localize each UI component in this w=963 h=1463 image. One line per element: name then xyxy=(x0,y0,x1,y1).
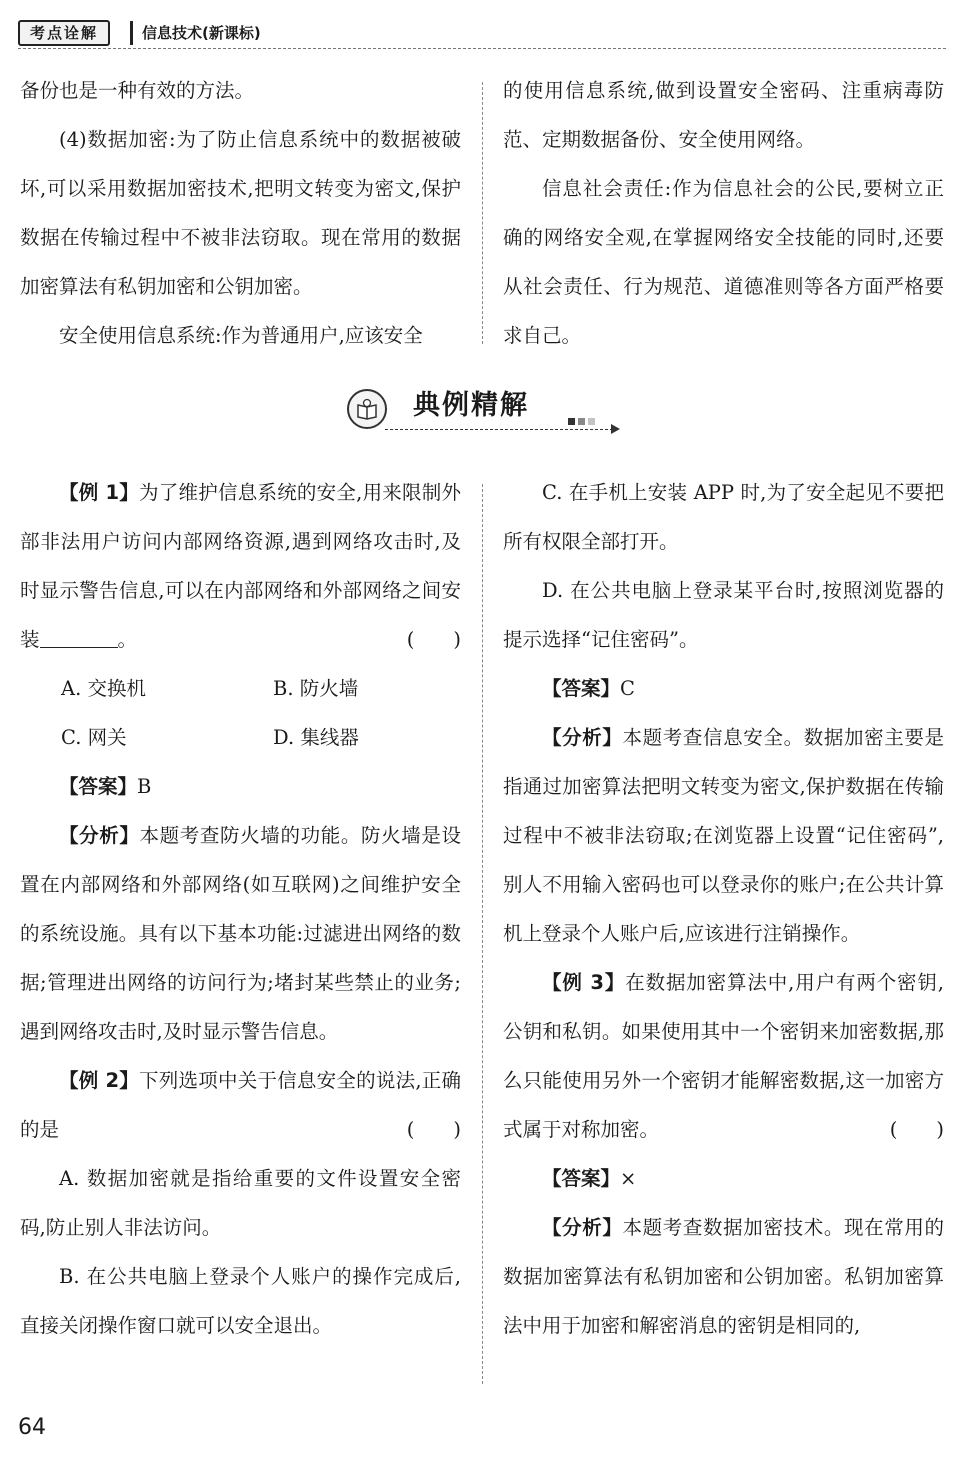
option-c: C. 网关 xyxy=(61,726,127,749)
option-b: B. 防火墙 xyxy=(273,677,359,700)
example-label: 【例 1】 xyxy=(59,481,140,504)
paragraph: 的使用信息系统,做到设置安全密码、注重病毒防范、定期数据备份、安全使用网络。 xyxy=(503,79,944,151)
option-a: A. 数据加密就是指给重要的文件设置安全密码,防止别人非法访问。 xyxy=(20,1167,461,1239)
answer-parentheses: ( ) xyxy=(889,1118,944,1141)
option-d: D. 集线器 xyxy=(273,726,359,749)
book-lightbulb-icon xyxy=(347,389,387,429)
example-1-stem: 【例 1】为了维护信息系统的安全,用来限制外部非法用户访问内部网络资源,遇到网络攻击时,及时显示警告信息,可以在内部网络和外部网络之间安装 。 ( ) xyxy=(20,468,461,664)
example-2-stem: 【例 2】下列选项中关于信息安全的说法,正确的是 ( ) xyxy=(20,1056,461,1154)
header-divider xyxy=(130,21,133,45)
answer-blank xyxy=(40,628,118,649)
page-number: 64 xyxy=(18,1415,46,1440)
header-title: 信息技术(新课标) xyxy=(142,24,261,42)
arrow-right-icon xyxy=(611,424,620,434)
example-1-answer: 【答案】B xyxy=(59,775,152,798)
header-rule xyxy=(18,48,946,49)
example-label: 【例 3】 xyxy=(542,971,626,994)
decorative-squares xyxy=(568,410,598,418)
options-row xyxy=(20,664,461,713)
example-3-analysis: 【分析】本题考查数据加密技术。现在常用的数据加密算法有私钥加密和公钥加密。私钥加密算法中用于加密和解密消息的密钥是相同的, xyxy=(503,1216,944,1337)
column-divider xyxy=(482,484,483,1384)
paragraph: 安全使用信息系统:作为普通用户,应该安全 xyxy=(59,324,423,347)
option-c: C. 在手机上安装 APP 时,为了安全起见不要把所有权限全部打开。 xyxy=(503,481,944,553)
paragraph: (4)数据加密:为了防止信息系统中的数据被破坏,可以采用数据加密技术,把明文转变为密文,保护数据在传输过程中不被非法窃取。现在常用的数据加密算法有私钥加密和公钥加密。 xyxy=(20,128,461,298)
top-right-column xyxy=(503,66,944,360)
section-title: 典例精解 xyxy=(413,390,529,421)
option-d: D. 在公共电脑上登录某平台时,按照浏览器的提示选择“记住密码”。 xyxy=(503,579,944,651)
header-tag: 考点诠解 xyxy=(18,20,110,46)
column-divider xyxy=(482,82,483,344)
example-1-analysis: 【分析】本题考查防火墙的功能。防火墙是设置在内部网络和外部网络(如互联网)之间维护安全的系统设施。具有以下基本功能:过滤进出网络的数据;管理进出网络的访问行为;堵封某些禁止的业务;遇到网络攻击时,及时显示警告信息。 xyxy=(20,824,461,1043)
example-3-stem: 【例 3】在数据加密算法中,用户有两个密钥,公钥和私钥。如果使用其中一个密钥来加密数据,那么只能使用另外一个密钥才能解密数据,这一加密方式属于对称加密。 ( ) xyxy=(503,958,944,1154)
top-left-column xyxy=(20,66,461,360)
section-banner xyxy=(345,386,625,438)
examples-right-column xyxy=(503,468,944,1350)
option-b: B. 在公共电脑上登录个人账户的操作完成后,直接关闭操作窗口就可以安全退出。 xyxy=(20,1265,461,1337)
page-header xyxy=(18,18,946,46)
paragraph: 备份也是一种有效的方法。 xyxy=(20,79,255,102)
banner-underline xyxy=(385,429,613,430)
example-2-analysis: 【分析】本题考查信息安全。数据加密主要是指通过加密算法把明文转变为密文,保护数据在传输过程中不被非法窃取;在浏览器上设置“记住密码”,别人不用输入密码也可以登录你的账户;在公共计算机上登录个人账户后,应该进行注销操作。 xyxy=(503,726,944,945)
example-3-answer: 【答案】× xyxy=(542,1167,637,1190)
answer-parentheses: ( ) xyxy=(406,628,461,651)
example-label: 【例 2】 xyxy=(59,1069,140,1092)
examples-left-column xyxy=(20,468,461,1350)
answer-parentheses: ( ) xyxy=(406,1118,461,1141)
options-row xyxy=(20,713,461,762)
example-2-answer: 【答案】C xyxy=(542,677,635,700)
option-a: A. 交换机 xyxy=(61,677,146,700)
paragraph: 信息社会责任:作为信息社会的公民,要树立正确的网络安全观,在掌握网络安全技能的同时,还要从社会责任、行为规范、道德准则等各方面严格要求自己。 xyxy=(503,177,944,347)
